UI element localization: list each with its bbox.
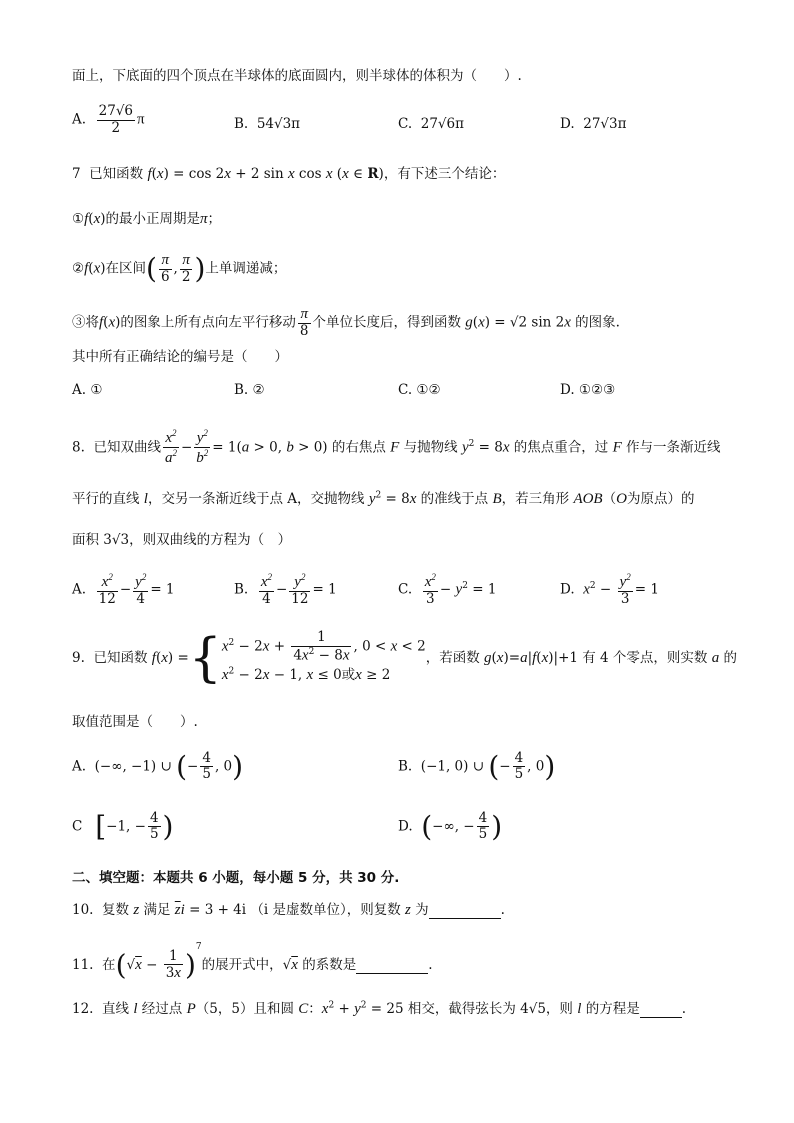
q9-line-1: 9. 已知函数 f(x) ={ $x^2 - 2x$ + $\frac{1}{4x^2 - 8x}$ , 0 < x < 2 $x^2 - 2x - 1$, x ≤ 0或x ≥ 2 ，若函数 g(x)=a|f(x)|+1 有 4 个零点，则实数 a 的 [72, 628, 738, 689]
q8-option-b: B. $\frac{x^2}{4}$ − $\frac{y^2}{12}$ = 1 [234, 572, 337, 608]
q9-line-2: 取值范围是（ ）. [72, 714, 198, 730]
q9-option-a: A. (−∞, −1) ∪ (− $\frac{4}{5}$ , 0) [72, 749, 244, 783]
q11: 11. 在(√x − $\frac{1}{3x}$ )$^7$的展开式中，√x 的系数是 . [72, 942, 433, 982]
q10: 10. 复数 z 满足 $\overline{z}i = 3 + 4i$ （i 是虚数单位），则复数 z 为 . [72, 902, 505, 918]
q10-blank[interactable] [429, 902, 501, 919]
q7-option-c: C. ①② [398, 382, 441, 398]
q8-line-3: 面积 3√3，则双曲线的方程为（ ） [72, 532, 292, 548]
q9-option-c: C [−1, − $\frac{4}{5}$ ) [72, 809, 174, 843]
q9-option-b: B. (−1, 0) ∪ (− $\frac{4}{5}$ , 0) [398, 749, 556, 783]
q6-option-a: A. $\frac{27√6}{2}$ π [72, 103, 145, 136]
q7-option-a: A. ① [72, 382, 103, 398]
q7-option-d: D. ①②③ [560, 382, 616, 398]
q7-statement-1: ①f(x)的最小正周期是π； [72, 211, 222, 227]
q7-option-b: B. ② [234, 382, 265, 398]
q6-option-d: D. 27√3π [560, 116, 627, 132]
q12-blank[interactable] [640, 1001, 682, 1018]
q9-option-d: D. (−∞, − $\frac{4}{5}$ ) [398, 809, 503, 843]
q8-line-2: 平行的直线 l，交另一条渐近线于点 A，交抛物线 $y^2 = 8x$ 的准线于点 B，若三角形 AOB（O为原点）的 [72, 490, 695, 507]
q7-stem: 7 已知函数 f(x) = cos 2x + 2 sin x cos x (x ∈ R)，有下述三个结论： [72, 166, 506, 182]
q8-line-1: 8. 已知双曲线 $\frac{x^2}{a^2}$ − $\frac{y^2}{b^2}$ = 1(a > 0, b > 0) 的右焦点 F 与抛物线 $y^2 = 8x$ 的焦点重合，过 F 作与一条渐近线 [72, 428, 721, 467]
q8-option-d: D. $x^2$ − $\frac{y^2}{3}$ = 1 [560, 572, 659, 608]
q7-ask: 其中所有正确结论的编号是（ ） [72, 349, 288, 365]
q6-stem-continuation: 面上，下底面的四个顶点在半球体的底面圆内，则半球体的体积为（ ）. [72, 68, 522, 84]
q8-option-c: C. $\frac{x^2}{3}$ − $y^2 = 1$ [398, 572, 497, 608]
q11-blank[interactable] [356, 957, 428, 974]
q7-statement-2: ②f(x)在区间( $\frac{\pi}{6}$ , $\frac{\pi}{2}$ )上单调递减； [72, 252, 287, 286]
q6-option-b: B. 54√3π [234, 116, 301, 132]
q12: 12. 直线 l 经过点 P（5，5）且和圆 C：$x^2 + y^2 = 25$ 相交，截得弦长为 4√5，则 l 的方程是 . [72, 1000, 686, 1017]
q8-option-a: A. $\frac{x^2}{12}$ − $\frac{y^2}{4}$ = 1 [72, 572, 175, 608]
q7-statement-3: ③将f(x)的图象上所有点向左平行移动 $\frac{\pi}{8}$ 个单位长度后，得到函数 g(x) = √2 sin 2x 的图象. [72, 306, 620, 340]
q6-option-a-fraction: $\frac{27√6}{2}$ [98, 103, 134, 136]
q6-option-c: C. 27√6π [398, 116, 464, 132]
section-2-heading: 二、填空题：本题共 6 小题，每小题 5 分，共 30 分. [72, 870, 400, 886]
